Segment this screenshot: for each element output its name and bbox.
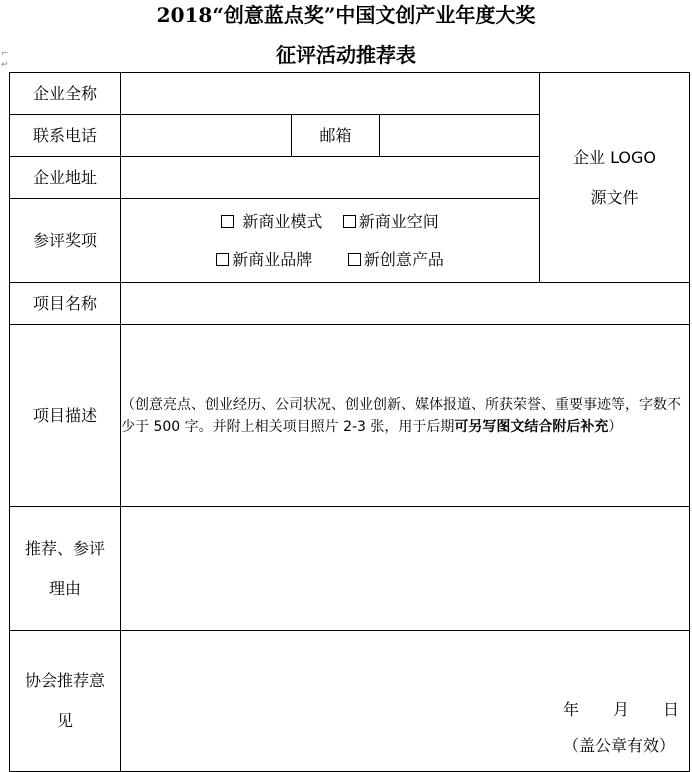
date-line: 年 月 日 (562, 700, 680, 719)
phone-label: 联系电话 (10, 115, 121, 157)
project-name-field[interactable] (121, 283, 690, 325)
award-option-business-model[interactable]: 新商业模式 (221, 203, 322, 241)
logo-upload-cell[interactable] (540, 73, 690, 283)
assoc-opinion-field[interactable] (121, 631, 690, 772)
award-option-business-brand[interactable]: 新商业品牌 (216, 241, 312, 279)
award-option-business-space[interactable]: 新商业空间 (343, 203, 439, 241)
seal-note: （盖公章有效） (563, 736, 676, 755)
project-desc-hint-end: ） (608, 418, 623, 435)
logo-source-label: 源文件 (590, 187, 639, 207)
assoc-opinion-label: 协会推荐意 见 (10, 631, 121, 772)
award-options-cell (121, 199, 540, 283)
award-label: 参评奖项 (10, 199, 121, 283)
project-name-label: 项目名称 (10, 283, 121, 325)
corner-mark-icon: ⌐ (1, 49, 9, 59)
checkbox-icon[interactable] (343, 215, 356, 228)
company-name-label: 企业全称 (10, 73, 121, 115)
project-desc-field[interactable] (121, 325, 690, 507)
address-label: 企业地址 (10, 157, 121, 199)
email-label: 邮箱 (292, 115, 380, 157)
project-desc-hint: （创意亮点、创业经历、公司状况、创业创新、媒体报道、所获荣誉、重要事迹等，字数不少于 500 字。并附上相关项目照片 2-3 张，用于后期 (121, 396, 681, 435)
award-option-creative-product[interactable]: 新创意产品 (348, 241, 444, 279)
address-field[interactable] (121, 157, 540, 199)
reason-field[interactable] (121, 507, 690, 631)
phone-field[interactable] (121, 115, 292, 157)
logo-label: 企业 LOGO (573, 147, 657, 167)
company-name-field[interactable] (121, 73, 540, 115)
checkbox-icon[interactable] (216, 253, 229, 266)
email-field[interactable] (380, 115, 540, 157)
form-subtitle: 征评活动推荐表 (276, 43, 416, 67)
reason-label: 推荐、参评 理由 (10, 507, 121, 631)
anchor-mark-icon: ↵ (1, 60, 9, 70)
project-desc-label: 项目描述 (10, 325, 121, 507)
nomination-form-table (9, 72, 690, 772)
project-desc-hint-bold: 可另写图文结合附后补充 (454, 418, 609, 435)
checkbox-icon[interactable] (348, 253, 361, 266)
checkbox-icon[interactable] (221, 215, 234, 228)
form-title: 2018“创意蓝点奖”中国文创产业年度大奖 (156, 3, 536, 27)
